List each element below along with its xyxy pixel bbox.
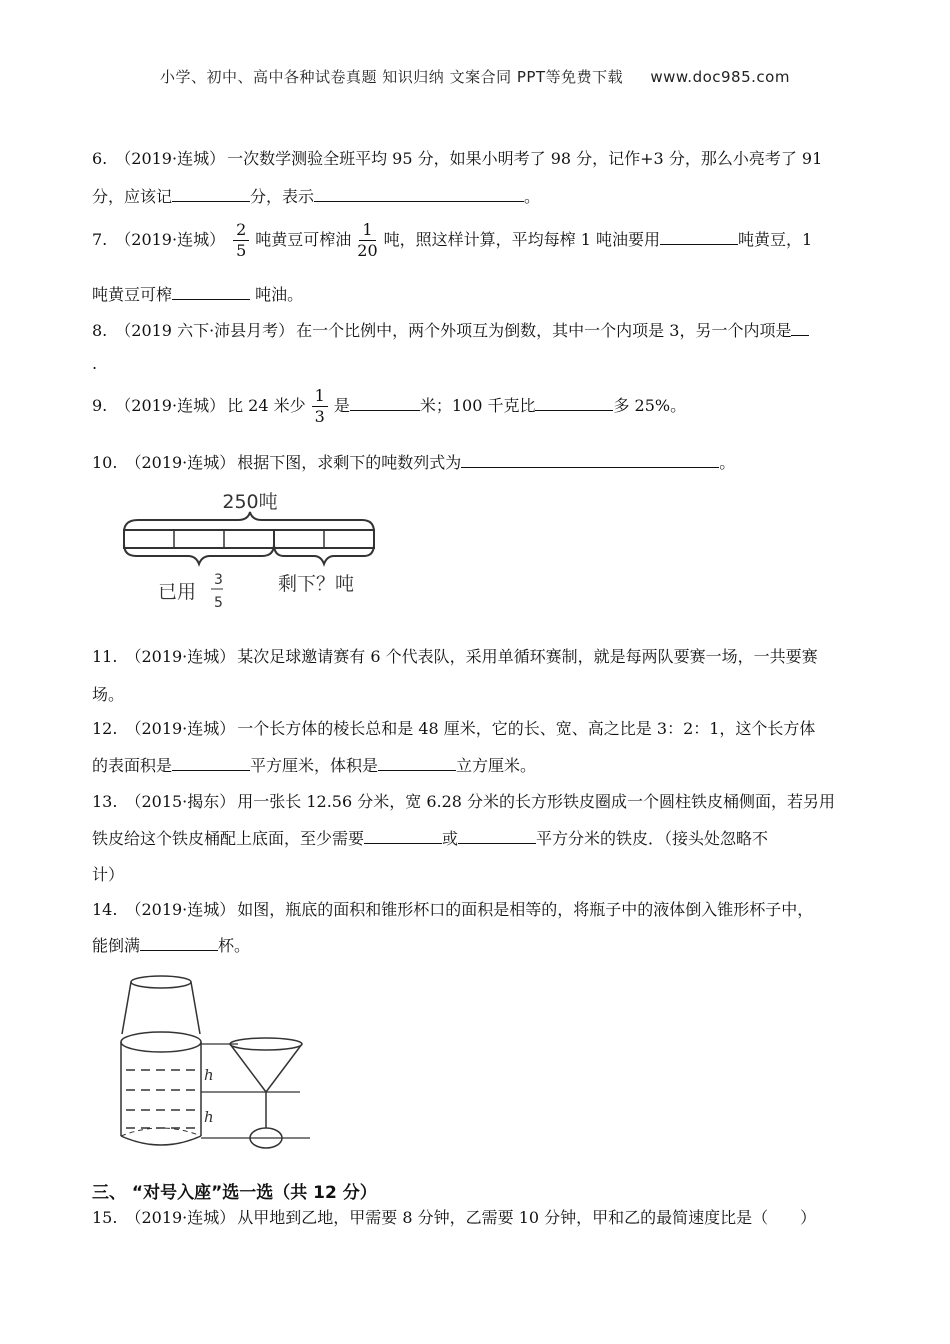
- q9-blank-2[interactable]: [535, 394, 613, 411]
- q9-text-4: 多 25%。: [613, 396, 687, 415]
- q10-diagram: [118, 486, 388, 616]
- header-url[interactable]: www.doc985.com: [650, 68, 790, 86]
- q6-blank-1[interactable]: [172, 185, 250, 202]
- q14-source: （2019·连城）: [125, 900, 236, 919]
- q7-source: （2019·连城）: [115, 230, 226, 249]
- question-11-line2: [92, 682, 124, 705]
- question-14-line2: [92, 933, 250, 956]
- question-7: [92, 220, 812, 261]
- q9-text-2: 是: [333, 396, 350, 415]
- q7-frac1-den: 5: [236, 241, 247, 260]
- q12-number: 12.: [92, 719, 118, 738]
- bottle-bottom-back: [121, 1128, 201, 1136]
- q9-fraction: [312, 386, 328, 427]
- bottle-bottom: [121, 1136, 201, 1145]
- q13-text-2c: 平方分米的铁皮．（接头处忽略不: [536, 829, 769, 848]
- question-9: [92, 386, 686, 427]
- q13-blank-1[interactable]: [364, 827, 442, 844]
- q13-text-3: 计）: [92, 865, 125, 884]
- cup-side-left: [230, 1044, 266, 1092]
- q14-text-2a: 能倒满: [92, 936, 141, 955]
- q10-bar: [124, 530, 374, 548]
- question-8-line2: [92, 354, 97, 373]
- q7-frac1-num: 2: [233, 220, 249, 241]
- q7-frac2-den: 20: [357, 241, 378, 260]
- q6-text-2a: 分，应该记: [92, 187, 173, 206]
- q13-text: 用一张长 12.56 分米，宽 6.28 分米的长方形铁皮圈成一个圆柱铁皮桶侧面，若另用: [237, 792, 836, 811]
- q10-used-frac-num: 3: [214, 572, 223, 588]
- section-3-title: 三、 “对号入座”选一选（共 12 分）: [92, 1183, 377, 1203]
- q9-number: 9.: [92, 396, 108, 415]
- q7-fraction-1: [233, 220, 249, 261]
- q6-text: 一次数学测验全班平均 95 分，如果小明考了 98 分，记作+3 分，那么小亮考了 91: [227, 149, 823, 168]
- q6-number: 6.: [92, 149, 108, 168]
- q6-blank-2[interactable]: [314, 185, 524, 202]
- question-10: [92, 450, 735, 473]
- q13-text-2b: 或: [442, 829, 459, 848]
- q6-source: （2019·连城）: [115, 149, 226, 168]
- bottle-neck-right: [191, 982, 200, 1034]
- q12-text: 一个长方体的棱长总和是 48 厘米，它的长、宽、高之比是 3：2：1，这个长方体: [237, 719, 816, 738]
- q7-text-2a: 吨黄豆可榨: [92, 285, 173, 304]
- q6-text-2b: 分，表示: [250, 187, 315, 206]
- q7-blank-1[interactable]: [660, 228, 738, 245]
- q10-total-label: 250吨: [222, 491, 278, 513]
- q10-text: 根据下图，求剩下的吨数列式为: [237, 453, 462, 472]
- q12-text-2b: 平方厘米，体积是: [250, 756, 379, 775]
- bottle-cylinder-top: [121, 1032, 201, 1052]
- question-7-line2: [92, 282, 303, 305]
- q15-source: （2019·连城）: [125, 1208, 236, 1227]
- q12-blank-1[interactable]: [172, 754, 250, 771]
- question-6-line2: [92, 184, 540, 207]
- bottle-liquid: [126, 1070, 198, 1128]
- cup-side-right: [266, 1044, 302, 1092]
- bottle-top-ellipse: [131, 976, 191, 988]
- question-15: [92, 1205, 816, 1228]
- q15-number: 15.: [92, 1208, 118, 1227]
- q9-frac-num: 1: [312, 386, 328, 407]
- q13-blank-2[interactable]: [458, 827, 536, 844]
- q10-source: （2019·连城）: [125, 453, 236, 472]
- q9-frac-den: 3: [314, 407, 325, 426]
- q8-number: 8.: [92, 321, 108, 340]
- q10-used-frac-den: 5: [214, 595, 223, 611]
- q11-number: 11.: [92, 647, 118, 666]
- question-13-line2: [92, 826, 768, 849]
- q11-source: （2019·连城）: [125, 647, 236, 666]
- q10-end: 。: [719, 453, 736, 472]
- question-8: [92, 318, 809, 341]
- q14-text-2b: 杯。: [218, 936, 251, 955]
- q9-text-1: 比 24 米少: [227, 396, 306, 415]
- q10-blank[interactable]: [461, 451, 719, 468]
- question-13: [92, 789, 835, 812]
- q8-source: （2019 六下·沛县月考）: [115, 321, 295, 340]
- question-11: [92, 644, 818, 667]
- q7-number: 7.: [92, 230, 108, 249]
- q14-number: 14.: [92, 900, 118, 919]
- q9-source: （2019·连城）: [115, 396, 226, 415]
- q14-blank[interactable]: [140, 934, 218, 951]
- q9-blank-1[interactable]: [350, 394, 420, 411]
- question-6: [92, 146, 822, 169]
- q12-blank-2[interactable]: [378, 754, 456, 771]
- q12-text-2a: 的表面积是: [92, 756, 173, 775]
- header-text: 小学、初中、高中各种试卷真题 知识归纳 文案合同 PPT等免费下载: [160, 68, 624, 86]
- q9-text-3: 米；100 千克比: [419, 396, 536, 415]
- question-14: [92, 897, 813, 920]
- q10-used-label: 已用: [158, 581, 197, 603]
- height-label-1: h: [204, 1066, 214, 1084]
- q8-blank[interactable]: [791, 319, 809, 336]
- q7-blank-2[interactable]: [172, 283, 250, 300]
- q7-text-3: 吨黄豆，1: [738, 230, 813, 249]
- q7-fraction-2: [357, 220, 377, 261]
- q12-source: （2019·连城）: [125, 719, 236, 738]
- q7-text-2b: 吨油。: [250, 285, 304, 304]
- q7-text-2: 吨，照这样计算，平均每榨 1 吨油要用: [383, 230, 660, 249]
- q11-text: 某次足球邀请赛有 6 个代表队，采用单循环赛制，就是每两队要赛一场，一共要赛: [237, 647, 818, 666]
- q14-text: 如图，瓶底的面积和锥形杯口的面积是相等的，将瓶子中的液体倒入锥形杯子中，: [237, 900, 814, 919]
- q7-text-1: 吨黄豆可榨油: [255, 230, 352, 249]
- q11-text-2: 场。: [92, 685, 125, 704]
- q12-text-2c: 立方厘米。: [456, 756, 537, 775]
- q8-text-2: .: [92, 354, 98, 373]
- q14-diagram: [114, 970, 314, 1160]
- q13-number: 13.: [92, 792, 118, 811]
- page-header: [0, 66, 950, 87]
- question-12: [92, 716, 815, 739]
- bottle-neck-left: [122, 982, 131, 1034]
- q13-source: （2015·揭东）: [125, 792, 236, 811]
- question-13-line3: [92, 862, 124, 885]
- q8-text: 在一个比例中，两个外项互为倒数，其中一个内项是 3，另一个内项是: [296, 321, 792, 340]
- q10-number: 10.: [92, 453, 118, 472]
- q15-text: 从甲地到乙地，甲需要 8 分钟，乙需要 10 分钟，甲和乙的最简速度比是（ ）: [237, 1208, 817, 1227]
- q7-frac2-num: 1: [359, 220, 375, 241]
- q6-text-2c: 。: [524, 187, 541, 206]
- height-label-2: h: [204, 1108, 214, 1126]
- question-12-line2: [92, 753, 536, 776]
- q13-text-2a: 铁皮给这个铁皮桶配上底面，至少需要: [92, 829, 365, 848]
- cup-rim: [230, 1038, 302, 1050]
- q10-remain-label: 剩下？吨: [278, 573, 355, 595]
